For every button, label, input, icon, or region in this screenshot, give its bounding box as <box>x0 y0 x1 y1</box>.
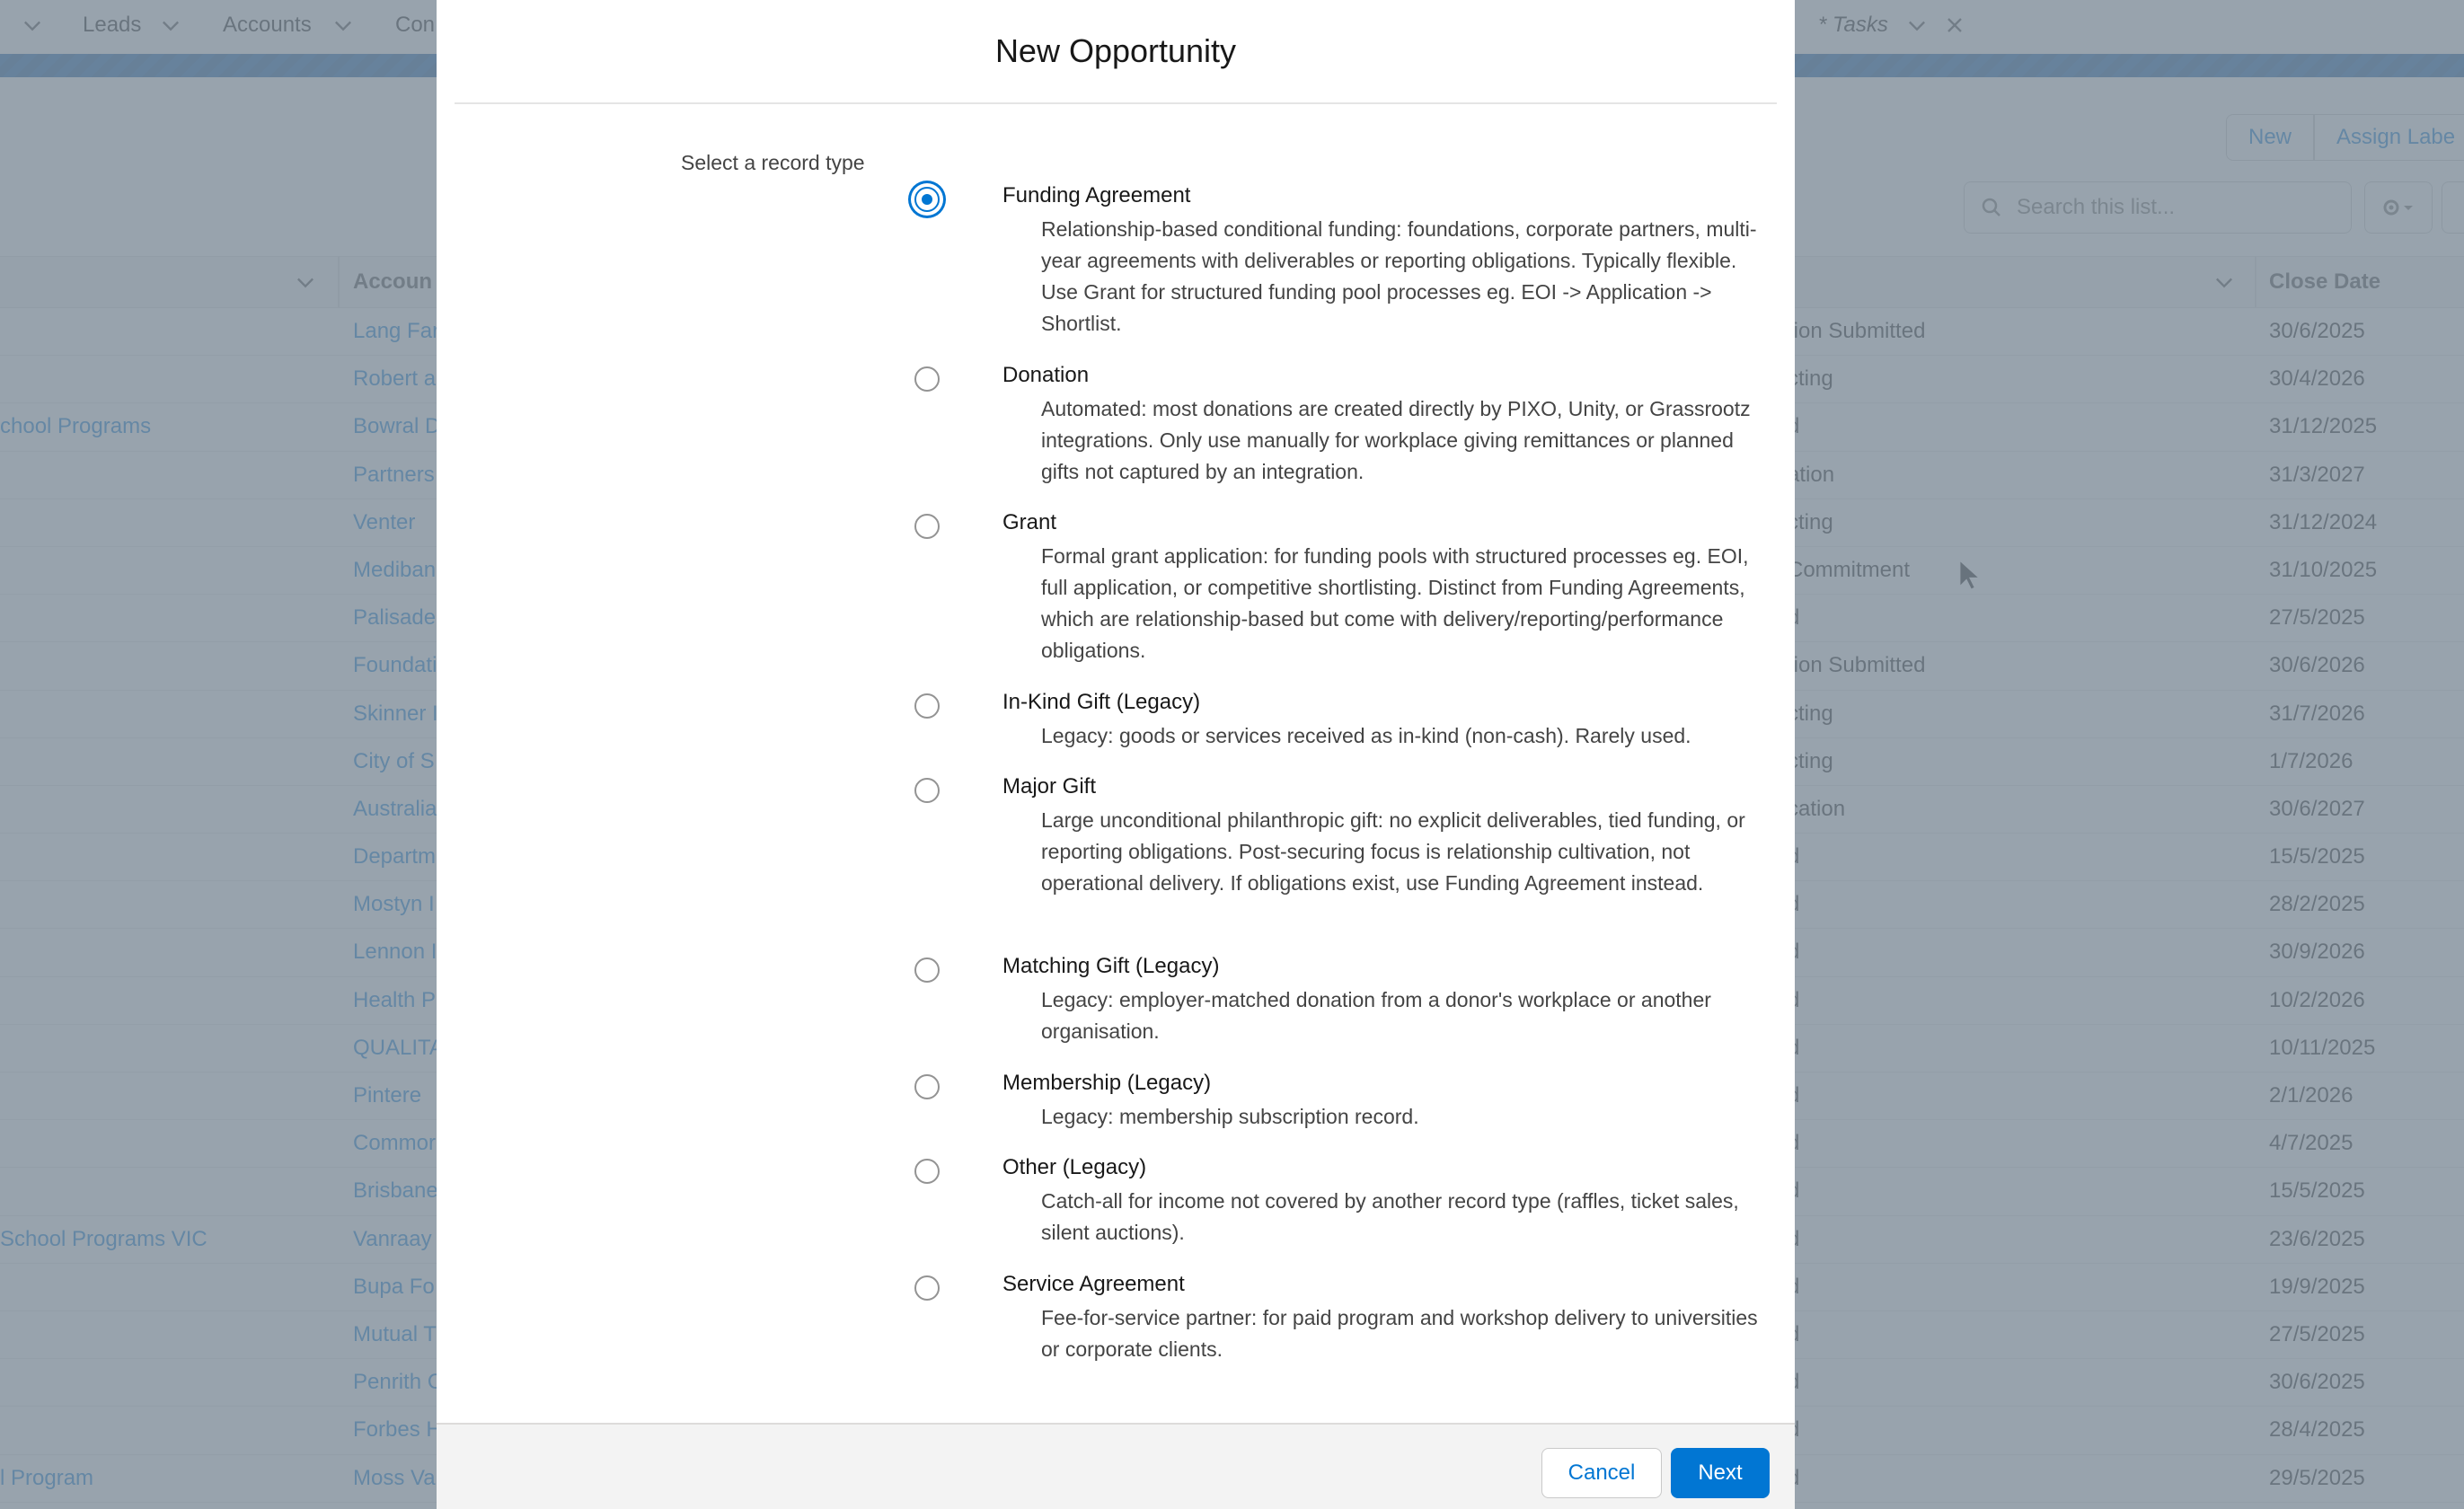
record-type-title[interactable]: Matching Gift (Legacy) <box>1002 954 1220 978</box>
modal-footer <box>437 1423 1795 1509</box>
modal-header <box>455 0 1777 104</box>
record-type-description: Large unconditional philanthropic gift: no explicit deliverables, tied funding, or reporting obligations. Post-securing focus is relationship cultivation, not operational delivery. If obligations exist, use Funding Agreement instead. <box>1041 808 1745 895</box>
record-type-radio[interactable] <box>914 366 940 392</box>
record-type-radio[interactable] <box>914 514 940 539</box>
record-type-radio[interactable] <box>914 187 940 212</box>
record-type-title[interactable]: Major Gift <box>1002 774 1097 799</box>
record-type-title[interactable]: Grant <box>1002 510 1057 534</box>
record-type-radio[interactable] <box>914 1074 940 1099</box>
record-type-title[interactable]: In-Kind Gift (Legacy) <box>1002 690 1201 714</box>
record-type-title[interactable]: Donation <box>1002 363 1090 387</box>
record-type-description: Legacy: membership subscription record. <box>1041 1105 1419 1128</box>
record-type-title[interactable]: Funding Agreement <box>1002 183 1191 207</box>
select-record-type-label: Select a record type <box>681 151 865 174</box>
record-type-description: Legacy: goods or services received as in-kind (non-cash). Rarely used. <box>1041 724 1691 747</box>
record-type-radio[interactable] <box>914 778 940 803</box>
record-type-description: Legacy: employer-matched donation from a donor's workplace or another organisation. <box>1041 988 1711 1043</box>
modal-body <box>437 104 1795 1425</box>
record-type-title[interactable]: Other (Legacy) <box>1002 1155 1147 1179</box>
record-type-description: Automated: most donations are created directly by PIXO, Unity, or Grassrootz integrations. Only use manually for workplace giving remittances or planned gifts not captured by an integration. <box>1041 397 1751 483</box>
record-type-radio[interactable] <box>914 957 940 983</box>
record-type-title[interactable]: Membership (Legacy) <box>1002 1071 1212 1095</box>
next-button[interactable]: Next <box>1671 1448 1770 1498</box>
record-type-radio[interactable] <box>914 1159 940 1184</box>
cancel-button[interactable]: Cancel <box>1541 1448 1662 1498</box>
modal-title: New Opportunity <box>994 32 1237 69</box>
new-opportunity-modal <box>437 0 1795 1509</box>
record-type-description: Relationship-based conditional funding: foundations, corporate partners, multi-year agreements with deliverables or reporting obligations. Typically flexible. Use Grant for structured funding pool processes eg. EOI -> Application -> Shortlist. <box>1041 217 1757 335</box>
record-type-radio[interactable] <box>914 1275 940 1301</box>
record-type-description: Formal grant application: for funding pools with structured processes eg. EOI, full application, or competitive shortlisting. Distinct from Funding Agreements, which are relationship-based but come with delivery/reporting/performance obligations. <box>1041 544 1749 662</box>
record-type-description: Fee-for-service partner: for paid program and workshop delivery to universities or corporate clients. <box>1041 1306 1758 1361</box>
record-type-title[interactable]: Service Agreement <box>1002 1272 1185 1296</box>
record-type-radio[interactable] <box>914 693 940 719</box>
record-type-description: Catch-all for income not covered by another record type (raffles, ticket sales, silent auctions). <box>1041 1189 1739 1244</box>
